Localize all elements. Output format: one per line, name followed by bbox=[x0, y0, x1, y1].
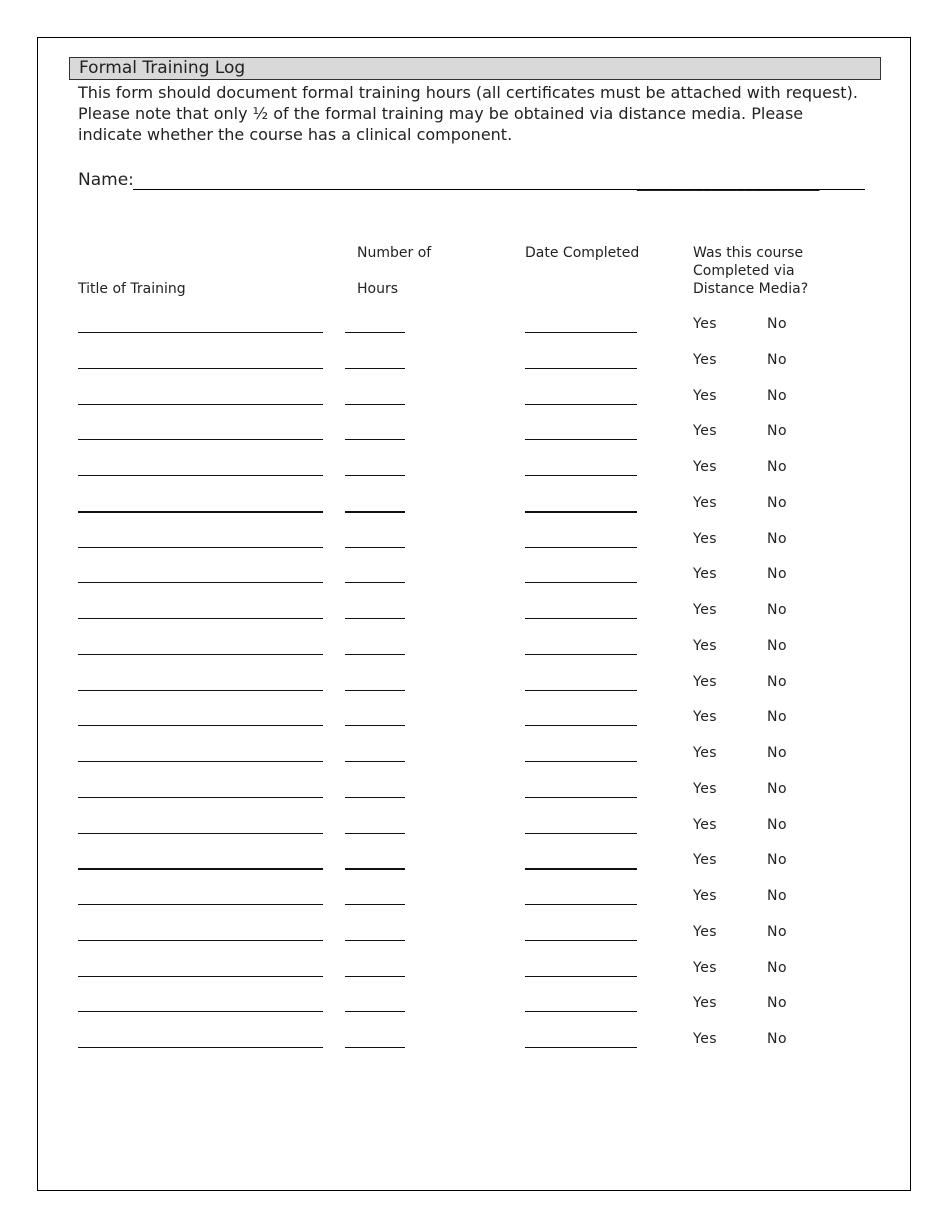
title-of-training-field[interactable] bbox=[78, 1047, 323, 1048]
distance-media-no-option[interactable]: No bbox=[767, 852, 788, 868]
title-of-training-field[interactable] bbox=[78, 725, 323, 726]
distance-media-yes-option[interactable]: Yes bbox=[693, 602, 718, 618]
distance-media-no-option[interactable]: No bbox=[767, 674, 788, 690]
date-completed-field[interactable] bbox=[525, 404, 637, 405]
hours-field[interactable] bbox=[345, 1047, 405, 1048]
distance-media-no-option[interactable]: No bbox=[767, 531, 788, 547]
title-of-training-field[interactable] bbox=[78, 904, 323, 905]
hours-field[interactable] bbox=[345, 332, 405, 333]
distance-media-yes-option[interactable]: Yes bbox=[693, 817, 718, 833]
distance-media-no-option[interactable]: No bbox=[767, 781, 788, 797]
hours-field[interactable] bbox=[345, 368, 405, 369]
hours-field[interactable] bbox=[345, 1011, 405, 1012]
distance-media-yes-option[interactable]: Yes bbox=[693, 960, 718, 976]
title-of-training-field[interactable] bbox=[78, 547, 323, 548]
distance-media-no-option[interactable]: No bbox=[767, 602, 788, 618]
column-header-date: Date Completed bbox=[525, 245, 640, 261]
column-header-distance-media: Was this course Completed via Distance Media? bbox=[693, 245, 809, 297]
distance-media-yes-option[interactable]: Yes bbox=[693, 852, 718, 868]
distance-media-no-option[interactable]: No bbox=[767, 709, 788, 725]
distance-media-no-option[interactable]: No bbox=[767, 638, 788, 654]
distance-media-no-option[interactable]: No bbox=[767, 888, 788, 904]
date-completed-field[interactable] bbox=[525, 1011, 637, 1012]
title-of-training-field[interactable] bbox=[78, 761, 323, 762]
date-completed-field[interactable] bbox=[525, 725, 637, 726]
distance-media-no-option[interactable]: No bbox=[767, 745, 788, 761]
distance-media-yes-option[interactable]: Yes bbox=[693, 459, 718, 475]
date-completed-field[interactable] bbox=[525, 582, 637, 583]
distance-media-yes-option[interactable]: Yes bbox=[693, 924, 718, 940]
date-completed-field[interactable] bbox=[525, 761, 637, 762]
distance-media-yes-option[interactable]: Yes bbox=[693, 566, 718, 582]
date-completed-field[interactable] bbox=[525, 618, 637, 619]
title-of-training-field[interactable] bbox=[78, 976, 323, 977]
distance-media-no-option[interactable]: No bbox=[767, 995, 788, 1011]
hours-field[interactable] bbox=[345, 690, 405, 691]
hours-field[interactable] bbox=[345, 976, 405, 977]
hours-field[interactable] bbox=[345, 404, 405, 405]
date-completed-field[interactable] bbox=[525, 868, 637, 870]
date-completed-field[interactable] bbox=[525, 940, 637, 941]
distance-media-yes-option[interactable]: Yes bbox=[693, 316, 718, 332]
column-header-hours-line-1: Number of bbox=[357, 245, 432, 261]
distance-media-no-option[interactable]: No bbox=[767, 352, 788, 368]
hours-field[interactable] bbox=[345, 797, 405, 798]
distance-media-no-option[interactable]: No bbox=[767, 495, 788, 511]
hours-field[interactable] bbox=[345, 868, 405, 870]
hours-field[interactable] bbox=[345, 904, 405, 905]
title-of-training-field[interactable] bbox=[78, 368, 323, 369]
title-of-training-field[interactable] bbox=[78, 582, 323, 583]
title-of-training-field[interactable] bbox=[78, 404, 323, 405]
column-header-title: Title of Training bbox=[78, 281, 186, 297]
hours-field[interactable] bbox=[345, 547, 405, 548]
distance-media-yes-option[interactable]: Yes bbox=[693, 674, 718, 690]
date-completed-field[interactable] bbox=[525, 976, 637, 977]
distance-media-yes-option[interactable]: Yes bbox=[693, 388, 718, 404]
title-of-training-field[interactable] bbox=[78, 332, 323, 333]
title-of-training-field[interactable] bbox=[78, 690, 323, 691]
date-completed-field[interactable] bbox=[525, 439, 637, 440]
distance-media-no-option[interactable]: No bbox=[767, 388, 788, 404]
hours-field[interactable] bbox=[345, 725, 405, 726]
hours-field[interactable] bbox=[345, 475, 405, 476]
instructions-line-2: Please note that only ½ of the formal training may be obtained via distance media. Please bbox=[78, 104, 804, 123]
title-of-training-field[interactable] bbox=[78, 618, 323, 619]
instructions-line-1: This form should document formal training hours (all certificates must be attached with request). bbox=[78, 83, 858, 102]
date-completed-field[interactable] bbox=[525, 1047, 637, 1048]
date-completed-field[interactable] bbox=[525, 368, 637, 369]
title-of-training-field[interactable] bbox=[78, 439, 323, 440]
title-of-training-field[interactable] bbox=[78, 868, 323, 870]
date-completed-field[interactable] bbox=[525, 475, 637, 476]
hours-field[interactable] bbox=[345, 940, 405, 941]
hours-field[interactable] bbox=[345, 582, 405, 583]
date-completed-field[interactable] bbox=[525, 797, 637, 798]
distance-media-no-option[interactable]: No bbox=[767, 924, 788, 940]
form-title: Formal Training Log bbox=[69, 57, 881, 80]
distance-media-yes-option[interactable]: Yes bbox=[693, 495, 718, 511]
title-of-training-field[interactable] bbox=[78, 654, 323, 655]
distance-media-yes-option[interactable]: Yes bbox=[693, 638, 718, 654]
title-of-training-field[interactable] bbox=[78, 797, 323, 798]
distance-media-yes-option[interactable]: Yes bbox=[693, 781, 718, 797]
distance-media-no-option[interactable]: No bbox=[767, 459, 788, 475]
name-label: Name: bbox=[78, 170, 134, 190]
date-completed-field[interactable] bbox=[525, 904, 637, 905]
title-of-training-field[interactable] bbox=[78, 511, 323, 513]
distance-media-no-option[interactable]: No bbox=[767, 1031, 788, 1047]
distance-media-yes-option[interactable]: Yes bbox=[693, 352, 718, 368]
title-of-training-field[interactable] bbox=[78, 940, 323, 941]
title-of-training-field[interactable] bbox=[78, 1011, 323, 1012]
date-completed-field[interactable] bbox=[525, 547, 637, 548]
distance-media-yes-option[interactable]: Yes bbox=[693, 888, 718, 904]
distance-media-yes-option[interactable]: Yes bbox=[693, 423, 718, 439]
hours-field[interactable] bbox=[345, 511, 405, 513]
distance-media-no-option[interactable]: No bbox=[767, 817, 788, 833]
distance-media-no-option[interactable]: No bbox=[767, 566, 788, 582]
hours-field[interactable] bbox=[345, 833, 405, 834]
distance-media-yes-option[interactable]: Yes bbox=[693, 1031, 718, 1047]
hours-field[interactable] bbox=[345, 761, 405, 762]
date-completed-field[interactable] bbox=[525, 511, 637, 513]
distance-media-yes-option[interactable]: Yes bbox=[693, 709, 718, 725]
distance-media-yes-option[interactable]: Yes bbox=[693, 745, 718, 761]
distance-media-yes-option[interactable]: Yes bbox=[693, 995, 718, 1011]
title-of-training-field[interactable] bbox=[78, 475, 323, 476]
distance-media-no-option[interactable]: No bbox=[767, 316, 788, 332]
column-header-hours-line-2: Hours bbox=[357, 281, 399, 297]
distance-media-yes-option[interactable]: Yes bbox=[693, 531, 718, 547]
distance-media-no-option[interactable]: No bbox=[767, 423, 788, 439]
distance-media-no-option[interactable]: No bbox=[767, 960, 788, 976]
hours-field[interactable] bbox=[345, 618, 405, 619]
title-of-training-field[interactable] bbox=[78, 833, 323, 834]
instructions-line-3: indicate whether the course has a clinical component. bbox=[78, 125, 513, 144]
date-completed-field[interactable] bbox=[525, 654, 637, 655]
hours-field[interactable] bbox=[345, 439, 405, 440]
name-field-dashes: ______________________ bbox=[637, 172, 820, 191]
date-completed-field[interactable] bbox=[525, 690, 637, 691]
date-completed-field[interactable] bbox=[525, 833, 637, 834]
date-completed-field[interactable] bbox=[525, 332, 637, 333]
hours-field[interactable] bbox=[345, 654, 405, 655]
